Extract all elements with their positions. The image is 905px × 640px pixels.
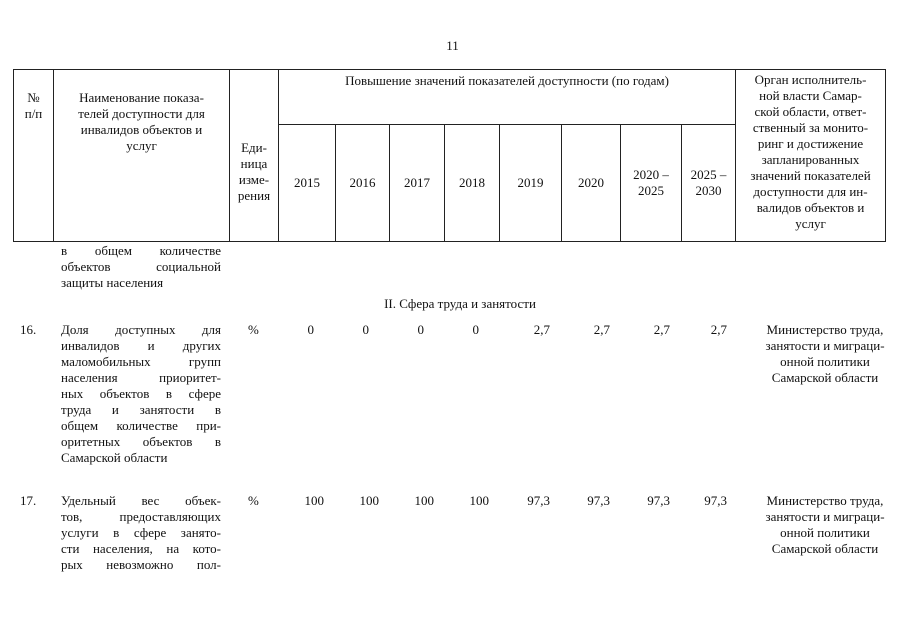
row-16-value-2018: 0 bbox=[472, 322, 479, 337]
header-year-2025-2030: 2025 – 2030 bbox=[682, 125, 736, 242]
row-16-organ: Министерство труда, занятости и миграци- онной политики Самарской области bbox=[765, 322, 885, 385]
header-year-2018: 2018 bbox=[445, 125, 500, 242]
row-16-name-line: общем количестве при- bbox=[61, 418, 221, 433]
row-16-value-2020-2025: 2,7 bbox=[653, 322, 670, 337]
row-16-value-2020: 2,7 bbox=[593, 322, 610, 337]
row-16-value-2016: 0 bbox=[362, 322, 369, 337]
row-17-value-2015: 100 bbox=[304, 493, 324, 508]
header-group: Повышение значений показателей доступности (по годам) bbox=[279, 70, 736, 125]
header-year-2015: 2015 bbox=[279, 125, 336, 242]
continuation-line: в общем количестве bbox=[61, 243, 221, 258]
row-17-organ: Министерство труда, занятости и миграци- онной политики Самарской области bbox=[765, 493, 885, 556]
row-16-num: 16. bbox=[20, 322, 37, 337]
header-year-2016: 2016 bbox=[336, 125, 390, 242]
continuation-line: защиты населения bbox=[61, 275, 164, 290]
row-17-value-2017: 100 bbox=[414, 493, 434, 508]
row-16-name-line: оритетных объектов в bbox=[61, 434, 221, 449]
row-17-name-line: услуги в сфере занято- bbox=[61, 525, 221, 540]
continuation-text bbox=[61, 243, 221, 291]
continuation-line: объектов социальной bbox=[61, 259, 221, 274]
row-17-unit: % bbox=[248, 493, 259, 508]
row-16-name-line: маломобильных групп bbox=[61, 354, 221, 369]
row-16-name-line: труда и занятости в bbox=[61, 402, 221, 417]
row-16-name-line: инвалидов и других bbox=[61, 338, 221, 353]
row-17-value-2019: 97,3 bbox=[527, 493, 550, 508]
header-year-2020-2025: 2020 – 2025 bbox=[621, 125, 682, 242]
header-unit: Еди- ница изме- рения bbox=[230, 70, 279, 242]
header-num: № п/п bbox=[14, 70, 54, 242]
row-16-value-2015: 0 bbox=[307, 322, 314, 337]
row-16-unit: % bbox=[248, 322, 259, 337]
section-title: II. Сфера труда и занятости bbox=[384, 296, 536, 311]
row-16-name-line: Самарской области bbox=[61, 450, 168, 465]
row-17-name-line: сти населения, на кото- bbox=[61, 541, 221, 556]
row-17-value-2018: 100 bbox=[469, 493, 489, 508]
header-year-2020: 2020 bbox=[562, 125, 621, 242]
row-16-name-line: Доля доступных для bbox=[61, 322, 221, 337]
header-organ: Орган исполнитель- ной власти Самар- ской области, ответ- ственный за монито- ринг и достижение запланированных значений показателей доступности для ин- валидов объектов и услуг bbox=[736, 70, 886, 242]
row-16-name-line: населения приоритет- bbox=[61, 370, 221, 385]
header-name: Наименование показа- телей доступности для инвалидов объектов и услуг bbox=[54, 70, 230, 242]
row-16-value-2025-2030: 2,7 bbox=[710, 322, 727, 337]
row-17-name-line: тов, предоставляющих bbox=[61, 509, 221, 524]
row-17-name-line: Удельный вес объек- bbox=[61, 493, 221, 508]
row-17-value-2016: 100 bbox=[359, 493, 379, 508]
header-year-2019: 2019 bbox=[500, 125, 562, 242]
row-16-value-2019: 2,7 bbox=[533, 322, 550, 337]
page-number: 11 bbox=[446, 38, 459, 53]
row-17-value-2025-2030: 97,3 bbox=[704, 493, 727, 508]
row-17-name-line: рых невозможно пол- bbox=[61, 557, 221, 572]
row-16-value-2017: 0 bbox=[417, 322, 424, 337]
row-17-value-2020-2025: 97,3 bbox=[647, 493, 670, 508]
row-17-value-2020: 97,3 bbox=[587, 493, 610, 508]
row-17-name bbox=[61, 493, 221, 573]
row-17-num: 17. bbox=[20, 493, 37, 508]
row-16-name bbox=[61, 322, 221, 466]
row-16-name-line: ных объектов в сфере bbox=[61, 386, 221, 401]
table-header bbox=[13, 69, 886, 242]
header-year-2017: 2017 bbox=[390, 125, 445, 242]
